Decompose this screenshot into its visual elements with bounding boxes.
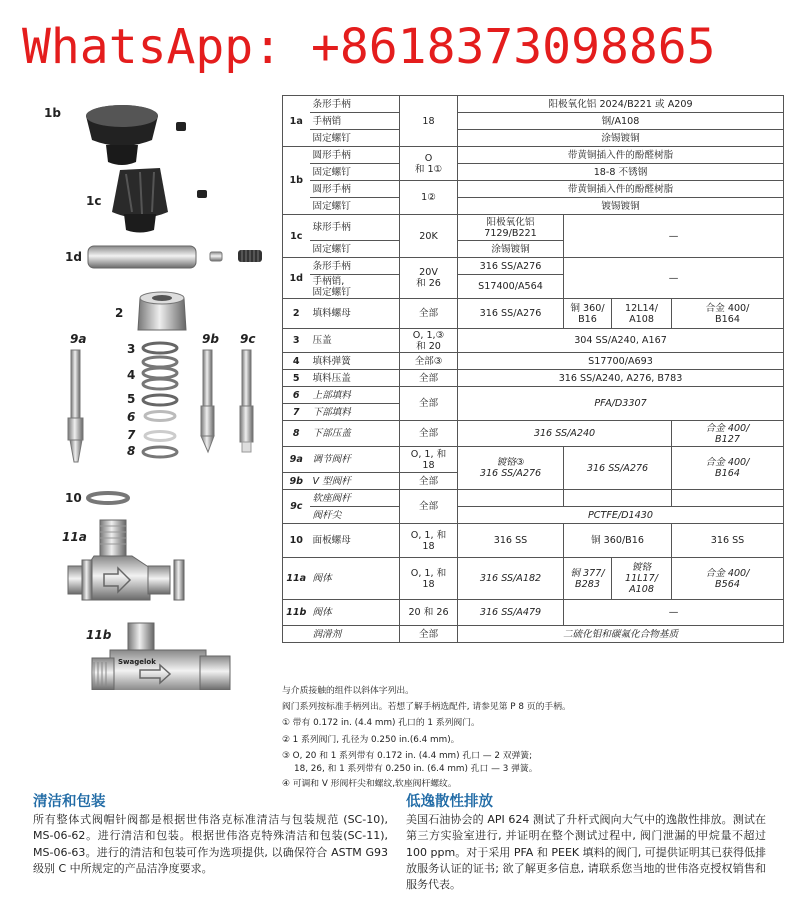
table-cell: 镀锡镀铜: [458, 198, 784, 215]
label-1b: 1b: [44, 106, 61, 120]
table-row: [283, 164, 784, 181]
table-cell: 全部: [400, 387, 458, 421]
table-cell: [564, 490, 672, 507]
table-cell: 固定螺钉: [310, 198, 400, 215]
table-cell: O, 1, 和 18: [400, 558, 458, 600]
table-cell: 6: [283, 387, 310, 404]
table-row: [283, 447, 784, 473]
table-row: [283, 130, 784, 147]
table-row: [283, 96, 784, 113]
table-cell: 压盖: [310, 329, 400, 353]
table-cell: 全部: [400, 626, 458, 643]
table-cell: 9c: [283, 490, 310, 524]
table-cell: 全部: [400, 421, 458, 447]
table-cell: 全部: [400, 370, 458, 387]
table-cell: 合金 400/ B164: [672, 299, 784, 329]
table-cell: 2: [283, 299, 310, 329]
table-cell: 固定螺钉: [310, 130, 400, 147]
table-row: [283, 353, 784, 370]
table-row: [283, 421, 784, 447]
table-cell: 阳极氧化铝 7129/B221: [458, 215, 564, 241]
whatsapp-banner: WhatsApp: +8618373098865: [22, 19, 716, 75]
table-cell: [672, 490, 784, 507]
table-row: [283, 181, 784, 198]
footnote: ② 1 系列阀门, 孔径为 0.250 in.(6.4 mm)。: [282, 734, 460, 745]
table-cell: 316 SS/A240: [458, 421, 672, 447]
table-cell: [458, 490, 564, 507]
table-cell: 面板螺母: [310, 524, 400, 558]
table-cell: 316 SS/A276: [458, 299, 564, 329]
table-row: [283, 490, 784, 507]
label-4: 4: [127, 368, 136, 382]
footnote: ① 带有 0.172 in. (4.4 mm) 孔口的 1 系列阀门。: [282, 718, 480, 729]
table-cell: 5: [283, 370, 310, 387]
table-cell: 合金 400/ B564: [672, 558, 784, 600]
stem-9c: [240, 350, 253, 452]
table-cell: 条形手柄: [310, 96, 400, 113]
ball-handle-1c: [112, 168, 207, 233]
table-cell: 10: [283, 524, 310, 558]
table-row: [283, 387, 784, 404]
table-row: [283, 626, 784, 643]
table-row: [283, 198, 784, 215]
table-row: [283, 329, 784, 353]
table-cell: 软座阀杆: [310, 490, 400, 507]
table-cell: 圆形手柄: [310, 181, 400, 198]
table-cell: PCTFE/D1430: [458, 507, 784, 524]
table-cell: 圆形手柄: [310, 147, 400, 164]
table-cell: 调节阀杆: [310, 447, 400, 473]
section-title-emissions: 低逸散性排放: [406, 794, 493, 810]
table-cell: 316 SS/A276: [458, 258, 564, 275]
footnote: 阀门系列按标准手柄列出。若想了解手柄选配件, 请参见第 P 8 页的手柄。: [282, 702, 571, 713]
table-cell: 带黄铜插入件的酚醛树脂: [458, 181, 784, 198]
table-cell: 铜 360/B16: [564, 524, 672, 558]
table-cell: 1b: [283, 147, 310, 215]
label-9a: 9a: [70, 332, 87, 346]
table-cell: 阀体: [310, 600, 400, 626]
table-cell: 阀体: [310, 558, 400, 600]
table-row: [283, 507, 784, 524]
table-cell: 316 SS/A479: [458, 600, 564, 626]
table-cell: [283, 626, 310, 643]
table-cell: 涂锡镀铜: [458, 130, 784, 147]
table-cell: 阀杆尖: [310, 507, 400, 524]
table-cell: 钢/A108: [458, 113, 784, 130]
section-title-cleaning: 清洁和包装: [33, 794, 106, 810]
footnote: 与介质接触的组件以斜体字列出。: [282, 686, 414, 696]
table-cell: 固定螺钉: [310, 241, 400, 258]
table-cell: 下部填料: [310, 404, 400, 421]
label-9c: 9c: [240, 332, 256, 346]
table-cell: —: [564, 215, 784, 258]
table-cell: 填料压盖: [310, 370, 400, 387]
table-cell: 手柄销: [310, 113, 400, 130]
table-cell: PFA/D3307: [458, 387, 784, 421]
packing-nut-2: [138, 292, 186, 330]
table-cell: 全部: [400, 473, 458, 490]
table-cell: 18: [400, 96, 458, 147]
bar-handle-1d: [88, 246, 262, 268]
label-7: 7: [127, 428, 136, 442]
table-cell: 18-8 不锈钢: [458, 164, 784, 181]
table-row: [283, 215, 784, 241]
table-cell: 316 SS: [672, 524, 784, 558]
footnote: ④ 可调和 V 形阀杆尖和螺纹,软座阀杆螺纹。: [282, 778, 457, 789]
label-9b: 9b: [202, 332, 219, 346]
table-row: [283, 558, 784, 600]
label-8: 8: [127, 444, 136, 458]
table-cell: 固定螺钉: [310, 164, 400, 181]
table-row: [283, 258, 784, 275]
packing-stack: [143, 343, 177, 457]
table-cell: 条形手柄: [310, 258, 400, 275]
table-cell: —: [564, 600, 784, 626]
label-1d: 1d: [65, 250, 82, 264]
table-cell: 上部填料: [310, 387, 400, 404]
table-cell: 润滑剂: [310, 626, 400, 643]
table-cell: 填料弹簧: [310, 353, 400, 370]
table-cell: 阳极氧化铝 2024/B221 或 A209: [458, 96, 784, 113]
table-cell: 铜 360/ B16: [564, 299, 612, 329]
materials-table: [282, 95, 784, 643]
label-3: 3: [127, 342, 136, 356]
table-cell: 9b: [283, 473, 310, 490]
label-2: 2: [115, 306, 124, 320]
table-cell: 带黄铜插入件的酚醛树脂: [458, 147, 784, 164]
table-cell: 全部: [400, 490, 458, 524]
table-cell: 合金 400/ B164: [672, 447, 784, 490]
table-cell: 304 SS/A240, A167: [458, 329, 784, 353]
table-cell: 1a: [283, 96, 310, 147]
table-cell: 11b: [283, 600, 310, 626]
table-row: [283, 299, 784, 329]
label-1c: 1c: [86, 194, 102, 208]
table-cell: —: [564, 258, 784, 299]
table-cell: 316 SS/A182: [458, 558, 564, 600]
label-11a: 11a: [62, 530, 87, 544]
stem-9b: [201, 350, 214, 452]
table-cell: 镀铬 11L17/ A108: [612, 558, 672, 600]
table-cell: 合金 400/ B127: [672, 421, 784, 447]
table-cell: 12L14/ A108: [612, 299, 672, 329]
table-cell: 316 SS: [458, 524, 564, 558]
table-cell: O 和 1①: [400, 147, 458, 181]
footnote: ③ O, 20 和 1 系列带有 0.172 in. (4.4 mm) 孔口 — 2 双弹簧;: [282, 750, 533, 761]
section-body-cleaning: 所有整体式阀帽针阀都是根据世伟洛克标准清洁与包装规范 (SC-10), MS-06-62。进行清洁和包装。根据世伟洛克特殊清洁和包装(SC-11), MS-06-63。进行的清洁和包装可作为选项提供, 以确保符合 ASTM G93 级别 C 中所规定的产品洁净度要求。: [33, 813, 388, 875]
table-cell: 9a: [283, 447, 310, 473]
table-cell: 316 SS/A240, A276, B783: [458, 370, 784, 387]
table-cell: O, 1, 和 18: [400, 447, 458, 473]
table-cell: O, 1,③ 和 20: [400, 329, 458, 353]
table-row: [283, 524, 784, 558]
table-row: [283, 600, 784, 626]
table-cell: 手柄销, 固定螺钉: [310, 275, 400, 299]
table-cell: 铜 377/ B283: [564, 558, 612, 600]
section-body-emissions: 美国石油协会的 API 624 测试了升杆式阀向大气中的逸散性排放。测试在第三方实验室进行, 并证明在整个测试过程中, 阀门泄漏的甲烷量不超过 100 ppm。对于采用 PFA 和 PEEK 填料的阀门, 可提供证明其已获得低排放服务认证的证书; 欲了解更多信息, 请联系您当地的世伟洛克授权销售和服务代表。: [406, 813, 766, 892]
table-cell: 20 和 26: [400, 600, 458, 626]
table-footnotes: [282, 683, 782, 792]
table-cell: S17700/A693: [458, 353, 784, 370]
stem-9a: [68, 350, 83, 462]
table-cell: 316 SS/A276: [564, 447, 672, 490]
table-cell: 涂锡镀铜: [458, 241, 564, 258]
table-row: [283, 113, 784, 130]
table-cell: 全部③: [400, 353, 458, 370]
table-cell: 20V 和 26: [400, 258, 458, 299]
table-cell: 1d: [283, 258, 310, 299]
table-cell: 11a: [283, 558, 310, 600]
panel-nut-10: [88, 493, 128, 503]
table-cell: 球形手柄: [310, 215, 400, 241]
table-cell: O, 1, 和 18: [400, 524, 458, 558]
table-row: [283, 147, 784, 164]
table-cell: S17400/A564: [458, 275, 564, 299]
table-cell: 1c: [283, 215, 310, 258]
table-row: [283, 370, 784, 387]
table-cell: 二硫化钼和碳氟化合物基质: [458, 626, 784, 643]
round-handle-1b: [86, 105, 186, 165]
table-cell: 3: [283, 329, 310, 353]
label-6: 6: [127, 410, 136, 424]
table-cell: 下部压盖: [310, 421, 400, 447]
label-10: 10: [65, 491, 82, 505]
table-cell: V 型阀杆: [310, 473, 400, 490]
table-cell: 4: [283, 353, 310, 370]
label-5: 5: [127, 392, 136, 406]
exploded-view-illustration: [0, 90, 282, 690]
table-cell: 7: [283, 404, 310, 421]
table-cell: 20K: [400, 215, 458, 258]
table-cell: 8: [283, 421, 310, 447]
label-11b: 11b: [86, 628, 112, 642]
footnote: 18, 26, 和 1 系列带有 0.250 in. (6.4 mm) 孔口 — 3 弹簧。: [294, 763, 538, 774]
table-cell: 填料螺母: [310, 299, 400, 329]
swagelok-logo-text: Swagelok: [118, 658, 156, 666]
valve-body-11b: [92, 623, 230, 690]
table-cell: 全部: [400, 299, 458, 329]
table-cell: 1②: [400, 181, 458, 215]
table-cell: 镀铬③ 316 SS/A276: [458, 447, 564, 490]
